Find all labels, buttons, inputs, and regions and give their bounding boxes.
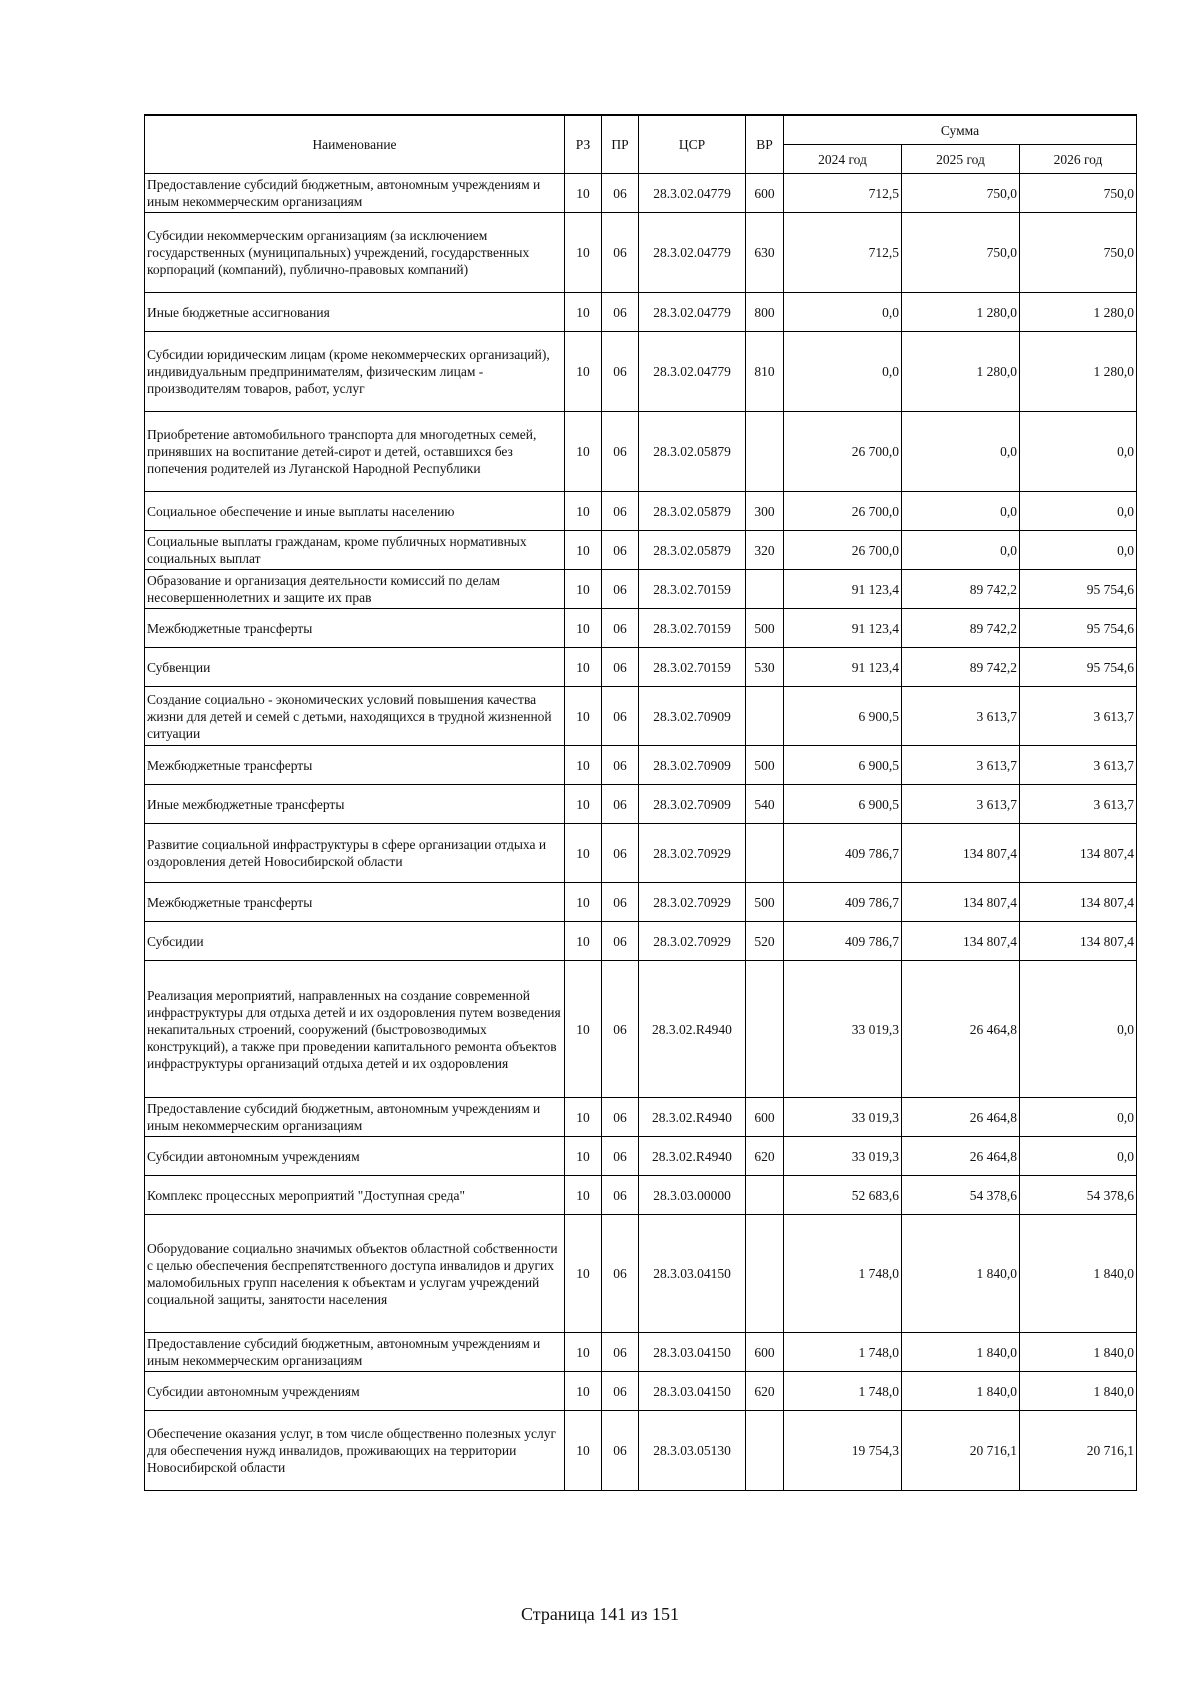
header-vr: ВР (746, 115, 784, 174)
cell-csr: 28.3.02.05879 (639, 492, 746, 531)
cell-rz: 10 (565, 1137, 602, 1176)
cell-amount-2026: 1 840,0 (1020, 1372, 1137, 1411)
cell-pr: 06 (602, 609, 639, 648)
cell-csr: 28.3.02.70159 (639, 609, 746, 648)
cell-name: Иные межбюджетные трансферты (145, 785, 565, 824)
table-row (145, 785, 1137, 824)
cell-name: Субсидии автономным учреждениям (145, 1372, 565, 1411)
cell-pr: 06 (602, 531, 639, 570)
cell-amount-2026: 95 754,6 (1020, 570, 1137, 609)
page-number: Страница 141 из 151 (521, 1604, 679, 1624)
cell-amount-2026: 0,0 (1020, 531, 1137, 570)
cell-amount-2026: 134 807,4 (1020, 824, 1137, 883)
cell-rz: 10 (565, 687, 602, 746)
cell-rz: 10 (565, 1176, 602, 1215)
cell-csr: 28.3.02.04779 (639, 332, 746, 412)
cell-pr: 06 (602, 746, 639, 785)
cell-amount-2024: 1 748,0 (784, 1215, 902, 1333)
cell-amount-2025: 0,0 (902, 412, 1020, 492)
cell-amount-2025: 750,0 (902, 213, 1020, 293)
table-row (145, 961, 1137, 1098)
header-csr: ЦСР (639, 115, 746, 174)
cell-amount-2024: 712,5 (784, 213, 902, 293)
cell-amount-2024: 26 700,0 (784, 412, 902, 492)
cell-vr (746, 412, 784, 492)
cell-amount-2024: 52 683,6 (784, 1176, 902, 1215)
cell-amount-2025: 1 280,0 (902, 293, 1020, 332)
cell-rz: 10 (565, 213, 602, 293)
cell-amount-2025: 134 807,4 (902, 824, 1020, 883)
table-row (145, 1137, 1137, 1176)
cell-rz: 10 (565, 293, 602, 332)
cell-amount-2024: 33 019,3 (784, 961, 902, 1098)
cell-pr: 06 (602, 785, 639, 824)
cell-name: Социальное обеспечение и иные выплаты населению (145, 492, 565, 531)
cell-csr: 28.3.02.05879 (639, 412, 746, 492)
cell-rz: 10 (565, 1411, 602, 1491)
cell-amount-2024: 6 900,5 (784, 687, 902, 746)
cell-amount-2024: 1 748,0 (784, 1372, 902, 1411)
cell-amount-2026: 3 613,7 (1020, 785, 1137, 824)
budget-table-body (145, 174, 1137, 1491)
cell-csr: 28.3.02.R4940 (639, 961, 746, 1098)
cell-amount-2025: 0,0 (902, 531, 1020, 570)
cell-csr: 28.3.02.70929 (639, 824, 746, 883)
cell-name: Предоставление субсидий бюджетным, автономным учреждениям и иным некоммерческим организациям (145, 1098, 565, 1137)
cell-rz: 10 (565, 824, 602, 883)
cell-amount-2026: 0,0 (1020, 492, 1137, 531)
cell-amount-2024: 26 700,0 (784, 531, 902, 570)
cell-vr: 630 (746, 213, 784, 293)
header-pr: ПР (602, 115, 639, 174)
cell-vr: 620 (746, 1372, 784, 1411)
table-row (145, 332, 1137, 412)
cell-pr: 06 (602, 1372, 639, 1411)
cell-pr: 06 (602, 961, 639, 1098)
cell-name: Субсидии юридическим лицам (кроме некоммерческих организаций), индивидуальным предпринимателям, физическим лицам - производителям товаров, работ, услуг (145, 332, 565, 412)
cell-vr: 600 (746, 1333, 784, 1372)
cell-csr: 28.3.03.05130 (639, 1411, 746, 1491)
cell-amount-2025: 89 742,2 (902, 609, 1020, 648)
cell-pr: 06 (602, 648, 639, 687)
cell-amount-2025: 26 464,8 (902, 961, 1020, 1098)
table-row (145, 1176, 1137, 1215)
cell-rz: 10 (565, 922, 602, 961)
cell-pr: 06 (602, 1215, 639, 1333)
header-rz: РЗ (565, 115, 602, 174)
cell-amount-2024: 1 748,0 (784, 1333, 902, 1372)
cell-vr: 500 (746, 746, 784, 785)
cell-name: Предоставление субсидий бюджетным, автономным учреждениям и иным некоммерческим организациям (145, 174, 565, 213)
table-row (145, 883, 1137, 922)
cell-amount-2024: 6 900,5 (784, 746, 902, 785)
cell-vr: 540 (746, 785, 784, 824)
cell-rz: 10 (565, 492, 602, 531)
cell-pr: 06 (602, 1176, 639, 1215)
cell-name: Образование и организация деятельности комиссий по делам несовершеннолетних и защите их прав (145, 570, 565, 609)
cell-amount-2025: 1 840,0 (902, 1333, 1020, 1372)
cell-csr: 28.3.03.00000 (639, 1176, 746, 1215)
cell-rz: 10 (565, 746, 602, 785)
cell-rz: 10 (565, 174, 602, 213)
cell-amount-2026: 95 754,6 (1020, 609, 1137, 648)
cell-amount-2024: 712,5 (784, 174, 902, 213)
cell-csr: 28.3.02.70909 (639, 687, 746, 746)
header-year-2026: 2026 год (1020, 145, 1137, 174)
cell-vr: 520 (746, 922, 784, 961)
cell-amount-2024: 91 123,4 (784, 570, 902, 609)
cell-amount-2026: 3 613,7 (1020, 746, 1137, 785)
cell-vr: 500 (746, 883, 784, 922)
table-row (145, 648, 1137, 687)
table-row (145, 1372, 1137, 1411)
table-row (145, 412, 1137, 492)
table-row (145, 824, 1137, 883)
cell-name: Межбюджетные трансферты (145, 609, 565, 648)
cell-pr: 06 (602, 883, 639, 922)
header-year-2024: 2024 год (784, 145, 902, 174)
cell-csr: 28.3.02.R4940 (639, 1098, 746, 1137)
cell-name: Межбюджетные трансферты (145, 746, 565, 785)
cell-amount-2025: 1 840,0 (902, 1372, 1020, 1411)
cell-csr: 28.3.02.04779 (639, 293, 746, 332)
cell-vr (746, 1176, 784, 1215)
cell-amount-2025: 3 613,7 (902, 785, 1020, 824)
cell-pr: 06 (602, 332, 639, 412)
cell-amount-2026: 0,0 (1020, 961, 1137, 1098)
cell-amount-2024: 409 786,7 (784, 824, 902, 883)
cell-amount-2025: 0,0 (902, 492, 1020, 531)
cell-amount-2026: 750,0 (1020, 174, 1137, 213)
cell-amount-2026: 1 280,0 (1020, 293, 1137, 332)
cell-amount-2024: 409 786,7 (784, 883, 902, 922)
cell-rz: 10 (565, 332, 602, 412)
cell-amount-2024: 33 019,3 (784, 1137, 902, 1176)
cell-amount-2025: 26 464,8 (902, 1137, 1020, 1176)
cell-pr: 06 (602, 213, 639, 293)
cell-amount-2026: 3 613,7 (1020, 687, 1137, 746)
cell-amount-2026: 54 378,6 (1020, 1176, 1137, 1215)
table-row (145, 1098, 1137, 1137)
table-row (145, 1215, 1137, 1333)
cell-amount-2025: 54 378,6 (902, 1176, 1020, 1215)
cell-vr: 810 (746, 332, 784, 412)
cell-name: Субвенции (145, 648, 565, 687)
cell-pr: 06 (602, 293, 639, 332)
cell-name: Развитие социальной инфраструктуры в сфере организации отдыха и оздоровления детей Новосибирской области (145, 824, 565, 883)
table-row (145, 531, 1137, 570)
cell-rz: 10 (565, 648, 602, 687)
cell-pr: 06 (602, 174, 639, 213)
cell-rz: 10 (565, 1372, 602, 1411)
table-row (145, 1411, 1137, 1491)
cell-name: Приобретение автомобильного транспорта для многодетных семей, принявших на воспитание детей-сирот и детей, оставшихся без попечения родителей из Луганской Народной Республики (145, 412, 565, 492)
cell-name: Предоставление субсидий бюджетным, автономным учреждениям и иным некоммерческим организациям (145, 1333, 565, 1372)
cell-rz: 10 (565, 609, 602, 648)
cell-amount-2025: 1 840,0 (902, 1215, 1020, 1333)
cell-vr (746, 961, 784, 1098)
cell-amount-2024: 33 019,3 (784, 1098, 902, 1137)
table-row (145, 213, 1137, 293)
cell-pr: 06 (602, 687, 639, 746)
cell-csr: 28.3.02.04779 (639, 213, 746, 293)
cell-amount-2024: 91 123,4 (784, 648, 902, 687)
cell-amount-2026: 134 807,4 (1020, 922, 1137, 961)
cell-amount-2025: 1 280,0 (902, 332, 1020, 412)
cell-csr: 28.3.02.R4940 (639, 1137, 746, 1176)
cell-name: Субсидии автономным учреждениям (145, 1137, 565, 1176)
cell-vr (746, 687, 784, 746)
cell-amount-2026: 750,0 (1020, 213, 1137, 293)
cell-vr (746, 1215, 784, 1333)
cell-rz: 10 (565, 883, 602, 922)
table-row (145, 492, 1137, 531)
table-row (145, 293, 1137, 332)
cell-pr: 06 (602, 492, 639, 531)
cell-pr: 06 (602, 922, 639, 961)
cell-vr: 600 (746, 174, 784, 213)
cell-amount-2026: 1 280,0 (1020, 332, 1137, 412)
cell-csr: 28.3.02.70929 (639, 922, 746, 961)
cell-amount-2026: 0,0 (1020, 1137, 1137, 1176)
cell-rz: 10 (565, 531, 602, 570)
cell-csr: 28.3.02.70929 (639, 883, 746, 922)
cell-amount-2026: 1 840,0 (1020, 1333, 1137, 1372)
cell-vr (746, 1411, 784, 1491)
cell-vr: 800 (746, 293, 784, 332)
cell-vr: 600 (746, 1098, 784, 1137)
table-row (145, 609, 1137, 648)
cell-amount-2026: 134 807,4 (1020, 883, 1137, 922)
cell-amount-2024: 6 900,5 (784, 785, 902, 824)
cell-rz: 10 (565, 1215, 602, 1333)
cell-name: Создание социально - экономических условий повышения качества жизни для детей и семей с детьми, находящихся в трудной жизненной ситуации (145, 687, 565, 746)
header-name: Наименование (145, 115, 565, 174)
cell-amount-2024: 91 123,4 (784, 609, 902, 648)
table-row (145, 1333, 1137, 1372)
cell-vr (746, 570, 784, 609)
cell-vr: 620 (746, 1137, 784, 1176)
cell-name: Субсидии (145, 922, 565, 961)
cell-csr: 28.3.02.04779 (639, 174, 746, 213)
cell-vr (746, 824, 784, 883)
cell-amount-2025: 89 742,2 (902, 570, 1020, 609)
cell-csr: 28.3.02.05879 (639, 531, 746, 570)
cell-name: Оборудование социально значимых объектов областной собственности с целью обеспечения беспрепятственного доступа инвалидов и других маломобильных групп населения к объектам и услугам учреждений социальной защиты, занятости населения (145, 1215, 565, 1333)
cell-rz: 10 (565, 1098, 602, 1137)
cell-name: Реализация мероприятий, направленных на создание современной инфраструктуры для отдыха детей и их оздоровления путем возведения некапитальных строений, сооружений (быстровозводимых конструкций), а также при проведении капитального ремонта объектов инфраструктуры организаций отдыха детей и их оздоровления (145, 961, 565, 1098)
table-row (145, 746, 1137, 785)
cell-amount-2026: 0,0 (1020, 412, 1137, 492)
table-row (145, 570, 1137, 609)
budget-table (144, 114, 1137, 1491)
cell-name: Комплекс процессных мероприятий "Доступная среда" (145, 1176, 565, 1215)
cell-rz: 10 (565, 412, 602, 492)
cell-csr: 28.3.02.70909 (639, 746, 746, 785)
cell-amount-2025: 3 613,7 (902, 687, 1020, 746)
cell-csr: 28.3.03.04150 (639, 1372, 746, 1411)
cell-pr: 06 (602, 1411, 639, 1491)
cell-vr: 500 (746, 609, 784, 648)
cell-rz: 10 (565, 1333, 602, 1372)
cell-amount-2024: 19 754,3 (784, 1411, 902, 1491)
cell-rz: 10 (565, 570, 602, 609)
cell-vr: 300 (746, 492, 784, 531)
cell-amount-2024: 0,0 (784, 332, 902, 412)
cell-rz: 10 (565, 785, 602, 824)
cell-amount-2025: 26 464,8 (902, 1098, 1020, 1137)
cell-csr: 28.3.02.70909 (639, 785, 746, 824)
cell-amount-2026: 20 716,1 (1020, 1411, 1137, 1491)
cell-amount-2025: 134 807,4 (902, 922, 1020, 961)
cell-name: Межбюджетные трансферты (145, 883, 565, 922)
cell-name: Социальные выплаты гражданам, кроме публичных нормативных социальных выплат (145, 531, 565, 570)
cell-amount-2024: 0,0 (784, 293, 902, 332)
cell-amount-2024: 409 786,7 (784, 922, 902, 961)
cell-vr: 320 (746, 531, 784, 570)
budget-table-container (144, 114, 1136, 1491)
cell-csr: 28.3.03.04150 (639, 1333, 746, 1372)
cell-rz: 10 (565, 961, 602, 1098)
cell-pr: 06 (602, 1333, 639, 1372)
cell-amount-2024: 26 700,0 (784, 492, 902, 531)
cell-pr: 06 (602, 824, 639, 883)
cell-amount-2025: 3 613,7 (902, 746, 1020, 785)
cell-pr: 06 (602, 1137, 639, 1176)
cell-amount-2026: 0,0 (1020, 1098, 1137, 1137)
cell-csr: 28.3.02.70159 (639, 648, 746, 687)
cell-amount-2025: 134 807,4 (902, 883, 1020, 922)
cell-amount-2026: 95 754,6 (1020, 648, 1137, 687)
cell-csr: 28.3.02.70159 (639, 570, 746, 609)
cell-amount-2026: 1 840,0 (1020, 1215, 1137, 1333)
header-year-2025: 2025 год (902, 145, 1020, 174)
header-sum: Сумма (784, 115, 1137, 145)
cell-vr: 530 (746, 648, 784, 687)
cell-pr: 06 (602, 412, 639, 492)
cell-name: Иные бюджетные ассигнования (145, 293, 565, 332)
cell-pr: 06 (602, 1098, 639, 1137)
cell-amount-2025: 89 742,2 (902, 648, 1020, 687)
cell-pr: 06 (602, 570, 639, 609)
table-row (145, 687, 1137, 746)
table-row (145, 922, 1137, 961)
cell-csr: 28.3.03.04150 (639, 1215, 746, 1333)
cell-name: Обеспечение оказания услуг, в том числе общественно полезных услуг для обеспечения нужд инвалидов, проживающих на территории Новосибирской области (145, 1411, 565, 1491)
table-row (145, 174, 1137, 213)
cell-amount-2025: 750,0 (902, 174, 1020, 213)
cell-name: Субсидии некоммерческим организациям (за исключением государственных (муниципальных) учреждений, государственных корпораций (компаний), публично-правовых компаний) (145, 213, 565, 293)
cell-amount-2025: 20 716,1 (902, 1411, 1020, 1491)
